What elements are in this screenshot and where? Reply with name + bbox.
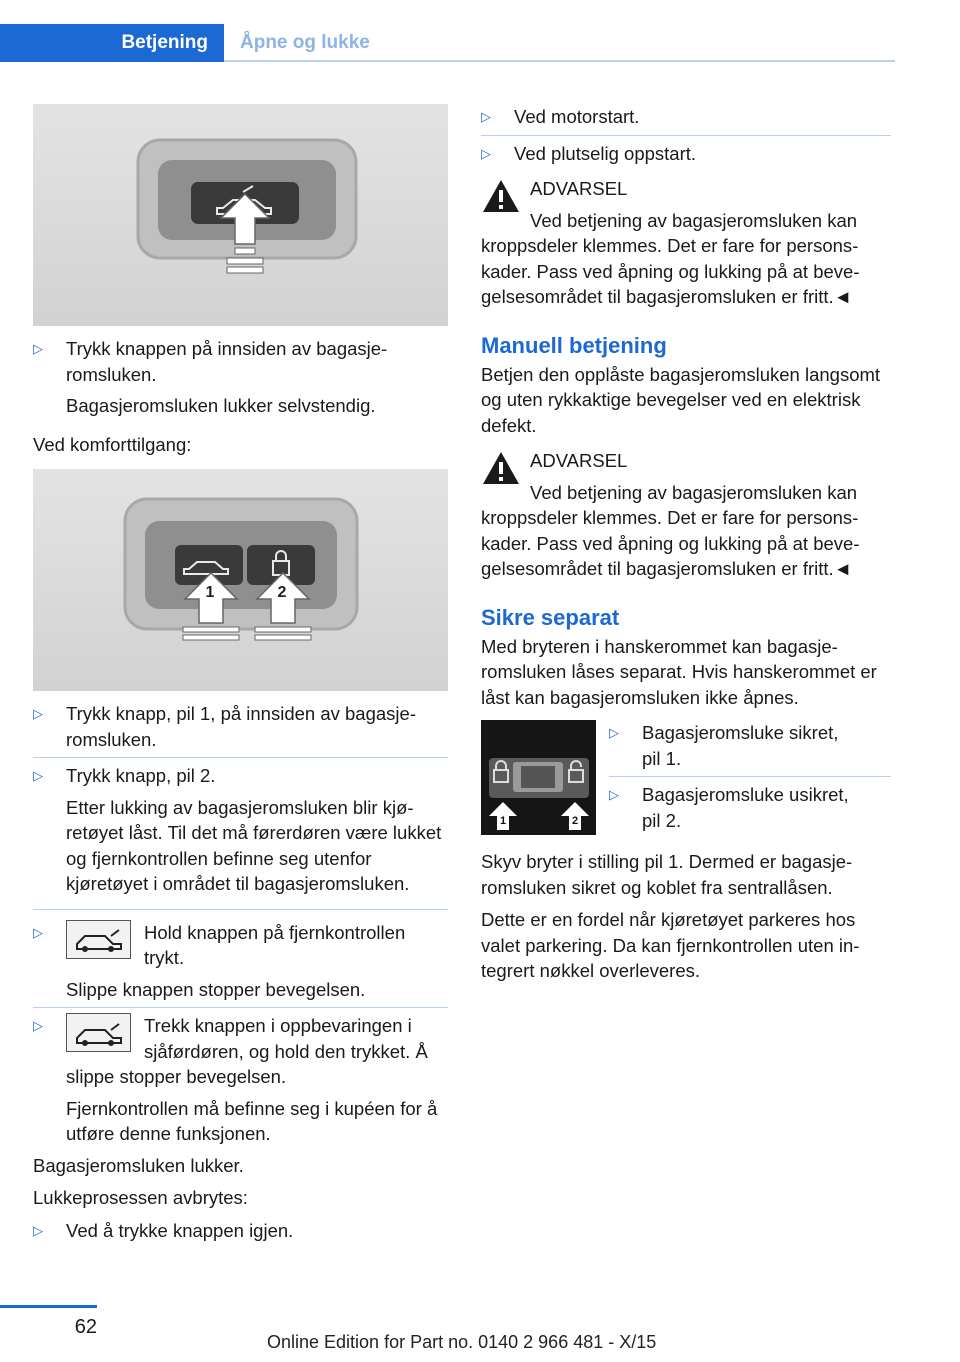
warning-text-rest: kroppsdeler klemmes. Det er fare for personskader. Pass ved åpning og lukking på at bevegelsesområdet til bagasjeromsluken er fritt.◄ (481, 235, 860, 307)
section-tab-inactive: Åpne og lukke (240, 32, 370, 53)
glovebox-switch-photo (481, 720, 596, 835)
warning-title: ADVARSEL (530, 450, 628, 471)
switch-arrow-label-1: 1 (499, 815, 507, 827)
list-item-text: Trykk knapp, pil 2. (66, 765, 216, 786)
list-item-text: Ved motorstart. (514, 106, 640, 127)
warning-text-rest: kroppsdeler klemmes. Det er fare for personskader. Pass ved åpning og lukking på at bevegelsesområdet til bagasjeromsluken er fritt.◄ (481, 507, 860, 579)
left-column (33, 104, 448, 1243)
bullet-triangle-icon: ▷ (33, 341, 43, 356)
warning-icon (481, 178, 521, 214)
list-item-subtext: Etter lukking av bagasjeromsluken blir kjøretøyet låst. Til det må førerdøren være lukket og fjernkontrollen befinne seg utenfor kjøretøyet i området til bagasjeromsluken. (66, 796, 442, 894)
right-column (481, 104, 891, 991)
arrow-label-1: 1 (205, 584, 215, 601)
list-item-text: Trykk knappen på innsiden av bagasjeromsluken. (66, 338, 388, 385)
tailgate-two-buttons-photo (33, 469, 448, 691)
tailgate-car-icon (66, 920, 131, 959)
warning-text-first: Ved betjening av bagasjeromsluken kan (530, 209, 858, 231)
bullet-triangle-icon: ▷ (481, 109, 491, 124)
list-item-text: Bagasjeromsluke usikret, (642, 784, 849, 805)
header-divider (224, 60, 895, 62)
section-tab-active: Betjening (0, 24, 224, 62)
list-item (33, 336, 448, 419)
list-item-subtext: Bagasjeromsluken lukker selvstendig. (66, 395, 376, 416)
list-item-text: Trekk knappen i oppbevaringen i sjåførdøren, og hold den trykket. Å slippe stopper bevegelsen. (66, 1015, 428, 1087)
warning-icon (481, 450, 521, 486)
bullet-triangle-icon: ▷ (33, 1018, 43, 1033)
switch-section (481, 720, 891, 835)
edition-text: Online Edition for Part no. 0140 2 966 481 - X/15 (267, 1332, 657, 1352)
arrow-label-2: 2 (277, 584, 287, 601)
interrupted-text: Lukkeprosessen avbrytes: (33, 1187, 248, 1208)
list-item-remote-hold (33, 920, 448, 1009)
list-item-text: Hold knappen på fjernkontrollen trykt. (144, 921, 406, 968)
list-item (481, 141, 891, 167)
list-item (481, 104, 891, 136)
manual-operation-text: Betjen den opplåste bagasjeromsluken langsomt og uten rykkaktige bevegelser ved en elektrisk defekt. (481, 363, 881, 436)
list-item-text: Ved plutselig oppstart. (514, 142, 697, 164)
bullet-triangle-icon: ▷ (33, 1222, 43, 1238)
list-item (609, 720, 891, 777)
secure-separately-heading: Sikre separat (481, 604, 620, 630)
list-item-subtext: Fjernkontrollen må befinne seg i kupéen for å utføre denne funksjonen. (66, 1097, 438, 1144)
list-item (33, 701, 448, 758)
switch-instruction-text: Skyv bryter i stilling pil 1. Dermed er bagasjeromsluken sikret og koblet fra sentrallåsen. (481, 851, 853, 898)
bullet-triangle-icon: ▷ (33, 706, 43, 721)
bullet-triangle-icon: ▷ (481, 145, 491, 161)
bullet-triangle-icon: ▷ (609, 725, 619, 740)
manual-operation-heading: Manuell betjening (481, 332, 667, 358)
list-item-subtext: Slippe knappen stopper bevegelsen. (66, 978, 366, 1000)
list-item-text: Bagasjeromsluke sikret, (642, 722, 839, 743)
closes-text: Bagasjeromsluken lukker. (33, 1154, 244, 1176)
list-item-text-line2: pil 1. (642, 747, 682, 769)
bullet-triangle-icon: ▷ (33, 768, 43, 783)
list-item (609, 782, 891, 833)
list-item-text-line2: pil 2. (642, 809, 682, 831)
page-header (0, 0, 960, 62)
list-item-text: Trykk knapp, pil 1, på innsiden av bagasjeromsluken. (66, 703, 416, 750)
bullet-triangle-icon: ▷ (33, 924, 43, 940)
list-item-text: Ved å trykke knappen igjen. (66, 1219, 294, 1241)
footer-divider (0, 1305, 97, 1308)
list-item-door-button (33, 1013, 448, 1147)
tailgate-button-photo (33, 104, 448, 326)
warning-block (481, 176, 891, 310)
warning-title: ADVARSEL (530, 178, 628, 199)
tailgate-car-icon (66, 1013, 131, 1052)
list-item (33, 1218, 448, 1244)
valet-parking-text: Dette er en fordel når kjøretøyet parkeres hos valet parkering. Da kan fjernkontrollen uten integrert nøkkel overleveres. (481, 909, 860, 981)
comfort-access-label: Ved komforttilgang: (33, 433, 192, 455)
list-item (33, 763, 448, 910)
page-number: 62 (74, 1316, 97, 1338)
switch-arrow-label-2: 2 (571, 815, 579, 827)
warning-text-first: Ved betjening av bagasjeromsluken kan (530, 481, 858, 503)
secure-separately-text: Med bryteren i hanskerommet kan bagasjeromsluken låses separat. Hvis hanskerommet er låst kan bagasjeromsluken ikke åpnes. (481, 635, 877, 708)
bullet-triangle-icon: ▷ (609, 787, 619, 802)
warning-block (481, 448, 891, 582)
